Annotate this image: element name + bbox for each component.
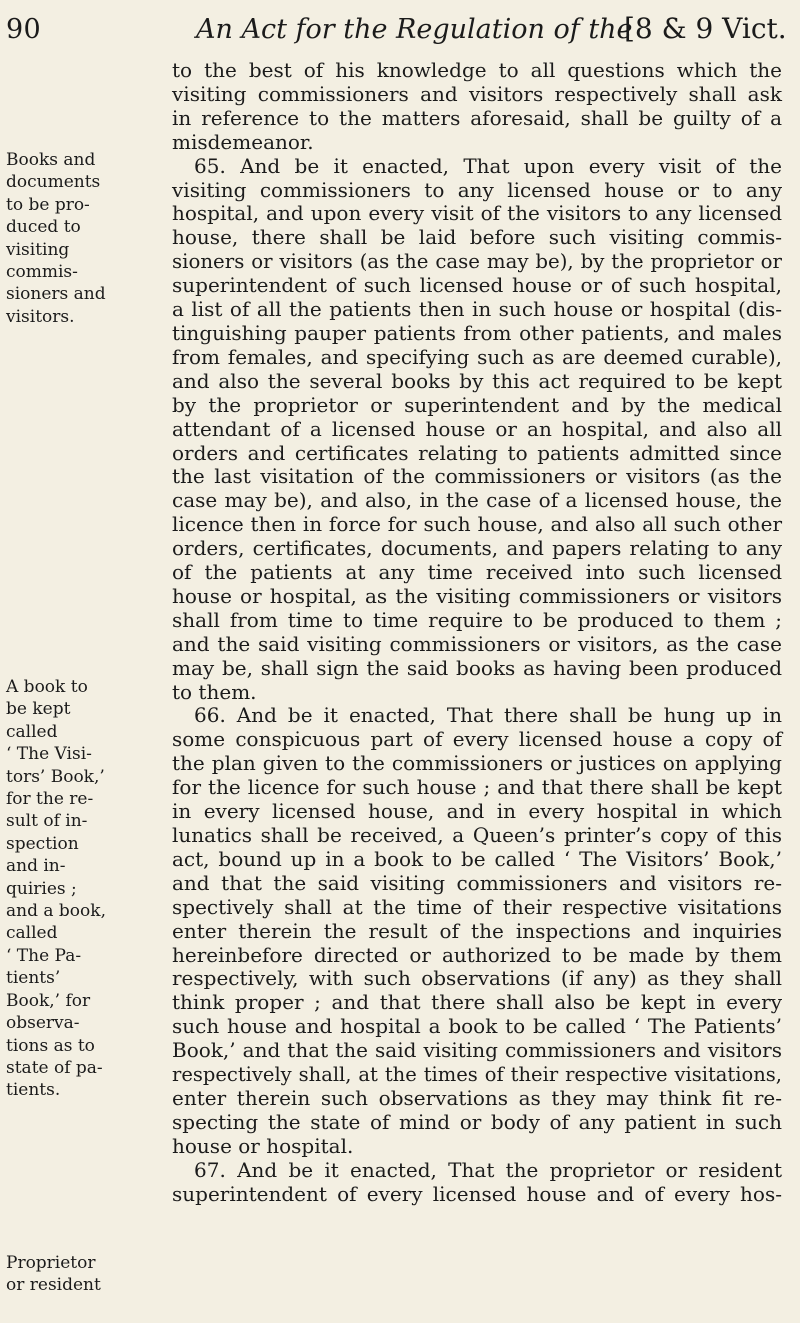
text-line: the plan given to the commissioners or justices on applying: [172, 751, 782, 776]
text-line: in every licensed house, and in every hospital in which: [172, 799, 782, 824]
text-line: case may be), and also, in the case of a licensed house, the: [172, 488, 782, 513]
margin-line: ‘ The Visi-: [6, 744, 92, 765]
margin-line: ‘ The Pa-: [6, 945, 82, 966]
section-65-start: 65. And be it enacted, That upon every visit of the: [194, 153, 782, 178]
text-line: tinguishing pauper patients from other patients, and males: [172, 320, 782, 345]
page-header: [0, 0, 800, 50]
margin-line: visiting: [6, 239, 70, 260]
margin-line: documents: [6, 172, 101, 193]
text-line: house or hospital.: [172, 1133, 354, 1158]
section-66-start: 66. And be it enacted, That there shall be hung up in: [194, 703, 782, 728]
text-line: to them.: [172, 679, 257, 704]
margin-line: called: [6, 721, 58, 742]
margin-line: Books and: [6, 150, 96, 170]
margin-line: A book to: [6, 677, 88, 697]
margin-note-visitors-book: [6, 676, 151, 1102]
text-line: for the licence for such house ; and that there shall be kept: [172, 775, 782, 800]
text-line: shall from time to time require to be produced to them ;: [172, 607, 782, 632]
text-line: spectively shall at the time of their respective visitations: [172, 894, 782, 919]
margin-line: duced to: [6, 217, 81, 238]
text-line: think proper ; and that there shall also be kept in every: [172, 990, 782, 1015]
margin-line: Proprietor: [6, 1253, 96, 1273]
text-line: enter therein such observations as they may think fit re-: [172, 1085, 782, 1110]
text-line: attendant of a licensed house or an hospital, and also all: [172, 416, 782, 441]
margin-line: called: [6, 923, 58, 944]
margin-line: observa-: [6, 1013, 80, 1034]
margin-line: and in-: [6, 856, 66, 877]
margin-line: state of pa-: [6, 1057, 103, 1078]
text-line: superintendent of such licensed house or of such hospital,: [172, 273, 782, 298]
margin-line: tients.: [6, 1080, 61, 1101]
text-line: visiting commissioners and visitors respectively shall ask: [172, 81, 782, 106]
text-line: respectively, with such observations (if any) as they shall: [172, 966, 782, 991]
text-line: from females, and specifying such as are deemed curable),: [172, 344, 782, 369]
text-line: enter therein the result of the inspections and inquiries: [172, 918, 782, 943]
margin-line: sult of in-: [6, 811, 88, 832]
margin-line: or resident: [6, 1275, 101, 1296]
text-line: licence then in force for such house, and also all such other: [172, 512, 782, 537]
text-line: misdemeanor.: [172, 129, 314, 154]
text-line: by the proprietor or superintendent and by the medical: [172, 392, 782, 417]
text-line: hereinbefore directed or authorized to be made by them: [172, 942, 782, 967]
margin-line: and a book,: [6, 901, 106, 922]
text-line: house, there shall be laid before such visiting commis-: [172, 225, 782, 250]
margin-line: visitors.: [6, 306, 75, 327]
text-line: a list of all the patients then in such house or hospital (dis-: [172, 297, 782, 322]
text-line: sioners or visitors (as the case may be), by the proprietor or: [172, 250, 782, 274]
text-line: the last visitation of the commissioners or visitors (as the: [172, 464, 782, 489]
text-line: house or hospital, as the visiting commissioners or visitors: [172, 583, 782, 608]
margin-line: quiries ;: [6, 878, 77, 899]
margin-line: spection: [6, 833, 79, 854]
text-line: respectively shall, at the times of their respective visitations,: [172, 1063, 782, 1087]
text-line: orders, certificates, documents, and papers relating to any: [172, 536, 782, 561]
text-line: such house and hospital a book to be called ‘ The Patients’: [172, 1014, 782, 1039]
text-line: and also the several books by this act required to be kept: [172, 368, 782, 393]
page-number: 90: [6, 14, 41, 45]
text-line: lunatics shall be received, a Queen’s printer’s copy of this: [172, 823, 782, 847]
text-line: visiting commissioners to any licensed house or to any: [172, 177, 782, 202]
text-line: superintendent of every licensed house and of every hos-: [172, 1181, 782, 1206]
text-line: hospital, and upon every visit of the visitors to any licensed: [172, 201, 782, 226]
regnal-year: [8 & 9 Vict.: [624, 12, 787, 45]
margin-line: tors’ Book,’: [6, 766, 105, 787]
text-line: act, bound up in a book to be called ‘ The Visitors’ Book,’: [172, 846, 782, 871]
margin-line: Book,’ for: [6, 990, 91, 1011]
section-67-start: 67. And be it enacted, That the proprietor or resident: [194, 1157, 782, 1182]
margin-line: commis-: [6, 262, 78, 283]
text-line: may be, shall sign the said books as having been produced: [172, 655, 782, 680]
margin-line: for the re-: [6, 789, 94, 810]
margin-line: tions as to: [6, 1035, 95, 1056]
margin-note-proprietor: [6, 1252, 151, 1297]
text-line: Book,’ and that the said visiting commissioners and visitors: [172, 1038, 782, 1063]
main-text: [172, 59, 782, 1207]
text-line: some conspicuous part of every licensed house a copy of: [172, 727, 782, 752]
text-line: in reference to the matters aforesaid, shall be guilty of a: [172, 105, 782, 130]
text-line: and the said visiting commissioners or visitors, as the case: [172, 631, 782, 656]
text-line: orders and certificates relating to patients admitted since: [172, 440, 782, 465]
margin-line: tients’: [6, 968, 61, 989]
running-title: An Act for the Regulation of the: [196, 14, 633, 45]
margin-line: to be pro-: [6, 194, 90, 215]
margin-note-books-documents: [6, 149, 151, 328]
text-line: of the patients at any time received into such licensed: [172, 560, 782, 585]
text-line: to the best of his knowledge to all questions which the: [172, 58, 782, 82]
text-line: specting the state of mind or body of any patient in such: [172, 1109, 782, 1134]
margin-line: be kept: [6, 699, 71, 720]
margin-line: sioners and: [6, 284, 106, 305]
text-line: and that the said visiting commissioners and visitors re-: [172, 870, 782, 895]
